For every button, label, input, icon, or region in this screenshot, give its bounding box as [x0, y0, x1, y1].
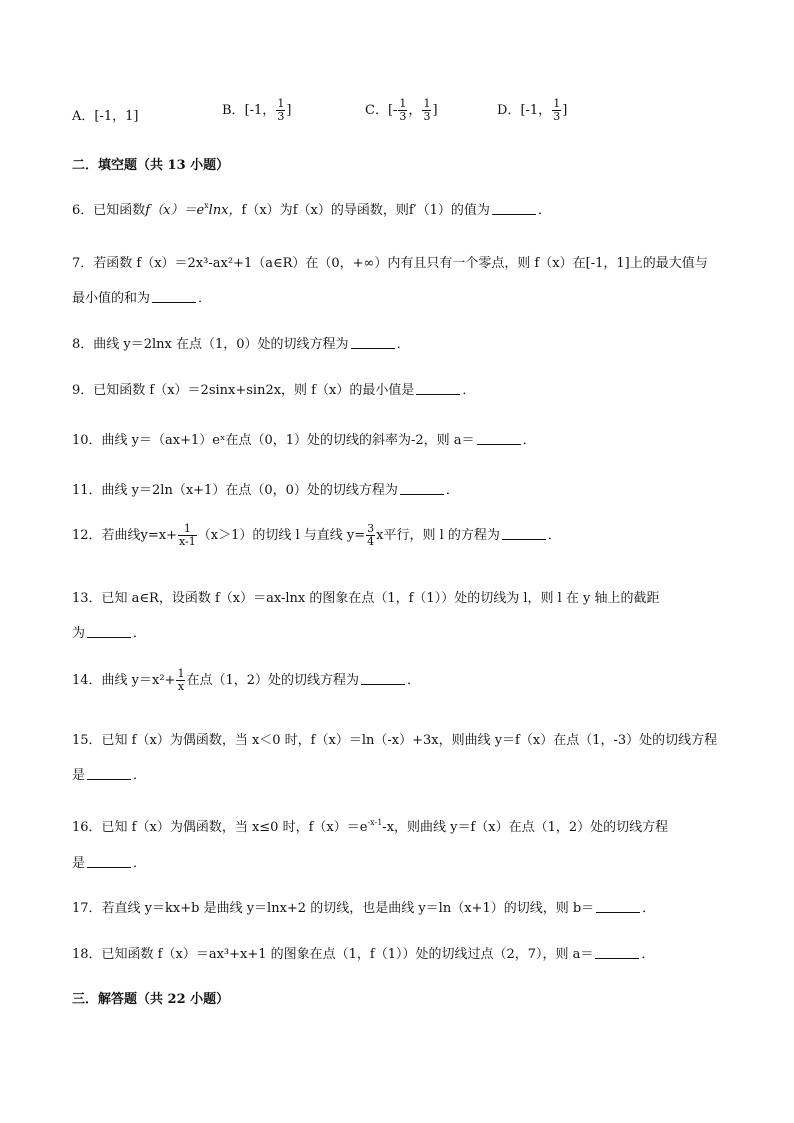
fraction: $\frac{1}{3}$: [423, 97, 431, 123]
question-15-line2: 是 ．: [72, 768, 147, 783]
choice-a: A．[-1，1]: [72, 109, 139, 124]
question-13-line1: 13．已知 a∈R，设函数 f（x）＝ax-lnx 的图象在点（1，f（1））处的切线为 l，则 l 在 y 轴上的截距: [72, 591, 660, 606]
answer-blank: [595, 946, 639, 959]
question-15-line1: 15．已知 f（x）为偶函数，当 x＜0 时，f（x）＝ln（-x）+3x，则曲线 y＝f（x）在点（1，-3）处的切线方程: [72, 733, 718, 748]
fraction: $\frac{1}{3}$: [277, 97, 285, 123]
fraction: $\frac{1}{3}$: [553, 97, 561, 123]
section-title-fill-blank: 二．填空题（共 13 小题）: [72, 158, 230, 173]
question-9: 9．已知函数 f（x）＝2sinx+sin2x，则 f（x）的最小值是 ．: [72, 383, 476, 398]
question-8: 8．曲线 y＝2lnx 在点（1，0）处的切线方程为 ．: [72, 337, 410, 352]
answer-blank: [152, 290, 196, 303]
fraction: $\frac{1}{3}$: [399, 97, 407, 123]
question-7-line1: 7．若函数 f（x）＝2x³-ax²+1（a∈R）在（0，+∞）内有且只有一个零点，则 f（x）在[-1，1]上的最大值与: [72, 256, 708, 271]
choice-c: C．[- $\frac{1}{3}$ ， $\frac{1}{3}$ ]: [365, 97, 438, 123]
question-7-line2: 最小值的和为 ．: [72, 291, 212, 306]
answer-blank: [477, 432, 521, 445]
answer-blank: [492, 202, 536, 215]
choice-b: B．[-1， $\frac{1}{3}$ ]: [222, 97, 292, 123]
answer-blank: [502, 527, 546, 540]
choice-d: D．[-1， $\frac{1}{3}$ ]: [497, 97, 568, 123]
fraction: $\frac{1}{x-1}$: [179, 522, 196, 548]
fraction: $\frac{3}{4}$: [367, 522, 375, 548]
answer-blank: [361, 672, 405, 685]
answer-blank: [87, 767, 131, 780]
answer-blank: [596, 900, 640, 913]
question-6: 6．已知函数$f(x)=e^x\ln x$，f（x）为f（x）的导函数，则f′（1）的值为 ．: [72, 201, 551, 218]
question-14: 14．曲线 y＝x²+ $\frac{1}{x}$ 在点（1，2）处的切线方程为 ．: [72, 667, 421, 693]
answer-blank: [416, 382, 460, 395]
question-16-line1: 16．已知 f（x）为偶函数，当 x≤0 时，$f(x)=e^{-x-1}-x$，则曲线 y＝f（x）在点（1，2）处的切线方程: [72, 818, 669, 835]
question-18: 18．已知函数 f（x）＝ax³+x+1 的图象在点（1，f（1））处的切线过点（2，7），则 a＝ ．: [72, 947, 655, 962]
answer-blank: [87, 625, 131, 638]
question-11: 11．曲线 y＝2ln（x+1）在点（0，0）处的切线方程为 ．: [72, 483, 459, 498]
question-12: 12．若曲线y=x+ $\frac{1}{x-1}$ （x＞1）的切线 l 与直线 y= $\frac{3}{4}$ x平行，则 l 的方程为 ．: [72, 522, 561, 548]
fraction: $\frac{1}{x}$: [177, 667, 185, 693]
question-16-line2: 是 ．: [72, 856, 147, 871]
answer-blank: [87, 855, 131, 868]
question-10: 10．曲线 y＝（ax+1）eˣ在点（0，1）处的切线的斜率为-2，则 a＝ ．: [72, 433, 536, 448]
section-title-answers: 三．解答题（共 22 小题）: [72, 992, 230, 1007]
answer-blank: [351, 336, 395, 349]
answer-blank: [400, 482, 444, 495]
question-13-line2: 为 ．: [72, 626, 147, 641]
question-17: 17．若直线 y＝kx+b 是曲线 y＝lnx+2 的切线，也是曲线 y＝ln（x+1）的切线，则 b＝ ．: [72, 901, 656, 916]
